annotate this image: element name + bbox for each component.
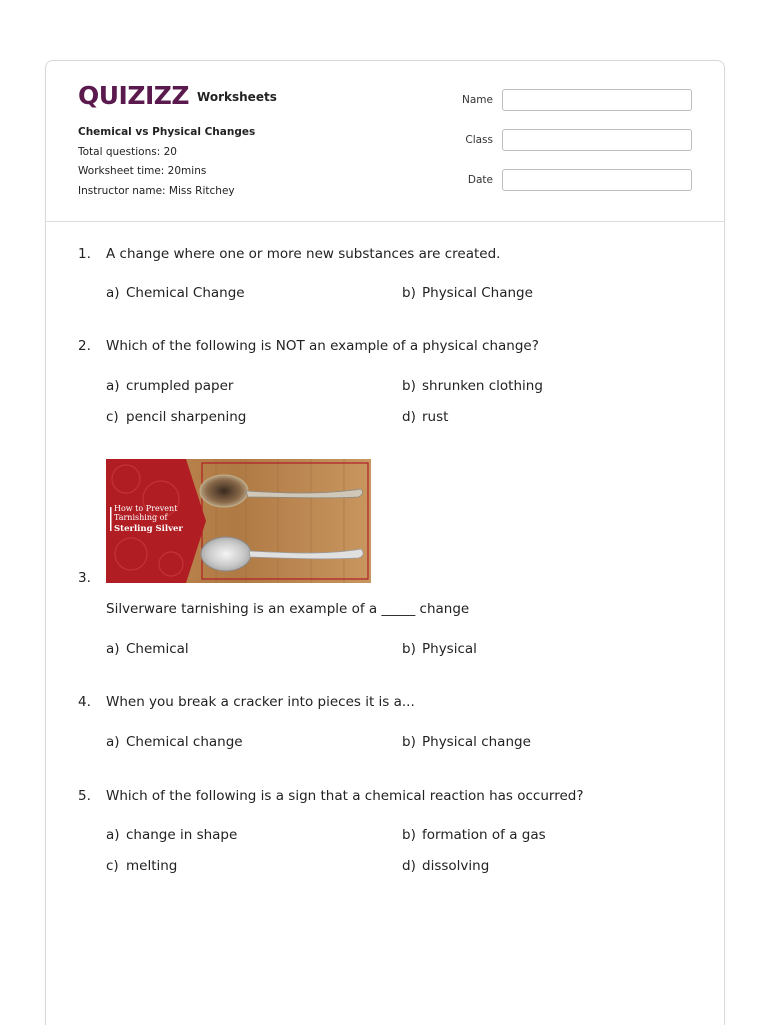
option-5d[interactable] — [402, 858, 489, 874]
class-label: Class — [465, 134, 493, 146]
option-letter: b) — [402, 827, 416, 843]
option-letter: b) — [402, 734, 416, 750]
option-2d[interactable] — [402, 409, 448, 425]
option-text: rust — [422, 409, 449, 425]
question-number: 1. — [78, 246, 91, 262]
question-number: 5. — [78, 788, 91, 804]
option-text: pencil sharpening — [126, 409, 247, 425]
option-letter: d) — [402, 409, 416, 425]
option-2c[interactable] — [106, 409, 246, 425]
option-1a[interactable] — [106, 285, 245, 301]
quizizz-logo: QUIZIZZ — [78, 81, 190, 110]
name-field[interactable] — [502, 89, 692, 111]
date-row — [446, 168, 692, 192]
name-row — [446, 88, 692, 112]
option-text: melting — [126, 858, 178, 874]
option-text: dissolving — [422, 858, 490, 874]
silverware-image — [106, 459, 371, 583]
image-caption-1: How to Prevent — [114, 504, 178, 513]
option-letter: a) — [106, 827, 120, 843]
option-text: crumpled paper — [126, 378, 234, 394]
option-text: Chemical change — [126, 734, 243, 750]
total-questions: Total questions: 20 — [78, 145, 177, 158]
option-letter: c) — [106, 409, 119, 425]
worksheet-time: Worksheet time: 20mins — [78, 165, 207, 177]
option-text: Physical Change — [422, 285, 533, 301]
option-2a[interactable] — [106, 378, 233, 394]
date-label: Date — [467, 174, 493, 186]
worksheet-header — [46, 61, 724, 222]
option-letter: b) — [402, 378, 416, 394]
worksheet-title: Chemical vs Physical Changes — [78, 126, 256, 138]
option-2b[interactable] — [402, 378, 543, 394]
student-fields — [446, 88, 692, 208]
question-text: Which of the following is NOT an example of a physical change? — [106, 338, 539, 354]
instructor-name: Instructor name: Miss Ritchey — [78, 184, 235, 197]
worksheet-page — [45, 60, 725, 1025]
image-caption-2: Tarnishing of — [114, 513, 168, 522]
option-5c[interactable] — [106, 858, 177, 874]
option-text: Physical change — [422, 734, 531, 750]
image-caption-3: Sterling Silver — [114, 524, 183, 534]
date-field[interactable] — [502, 169, 692, 191]
question-text: Which of the following is a sign that a chemical reaction has occurred? — [106, 788, 584, 804]
worksheet-meta — [78, 123, 255, 201]
question-text: A change where one or more new substances are created. — [106, 246, 501, 262]
option-letter: a) — [106, 285, 120, 301]
class-row — [446, 128, 692, 152]
option-text: Chemical — [126, 641, 189, 657]
option-5b[interactable] — [402, 827, 546, 843]
option-text: Physical — [422, 641, 477, 657]
brand-label: Worksheets — [197, 89, 277, 104]
option-4b[interactable] — [402, 734, 531, 750]
question-number: 4. — [78, 694, 91, 710]
option-letter: a) — [106, 641, 120, 657]
option-letter: d) — [402, 858, 416, 874]
option-3a[interactable] — [106, 641, 189, 657]
option-3b[interactable] — [402, 641, 477, 657]
option-letter: a) — [106, 734, 120, 750]
option-1b[interactable] — [402, 285, 533, 301]
question-number: 2. — [78, 338, 91, 354]
brand — [78, 81, 277, 110]
option-letter: a) — [106, 378, 120, 394]
question-number: 3. — [78, 570, 91, 586]
question-text: When you break a cracker into pieces it is a... — [106, 694, 415, 710]
option-text: Chemical Change — [126, 285, 245, 301]
option-letter: b) — [402, 641, 416, 657]
option-letter: b) — [402, 285, 416, 301]
class-field[interactable] — [502, 129, 692, 151]
option-text: change in shape — [126, 827, 238, 843]
name-label: Name — [462, 94, 493, 106]
option-5a[interactable] — [106, 827, 237, 843]
option-letter: c) — [106, 858, 119, 874]
option-text: shrunken clothing — [422, 378, 543, 394]
option-text: formation of a gas — [422, 827, 546, 843]
question-text: Silverware tarnishing is an example of a _____ change — [106, 601, 470, 617]
option-4a[interactable] — [106, 734, 243, 750]
